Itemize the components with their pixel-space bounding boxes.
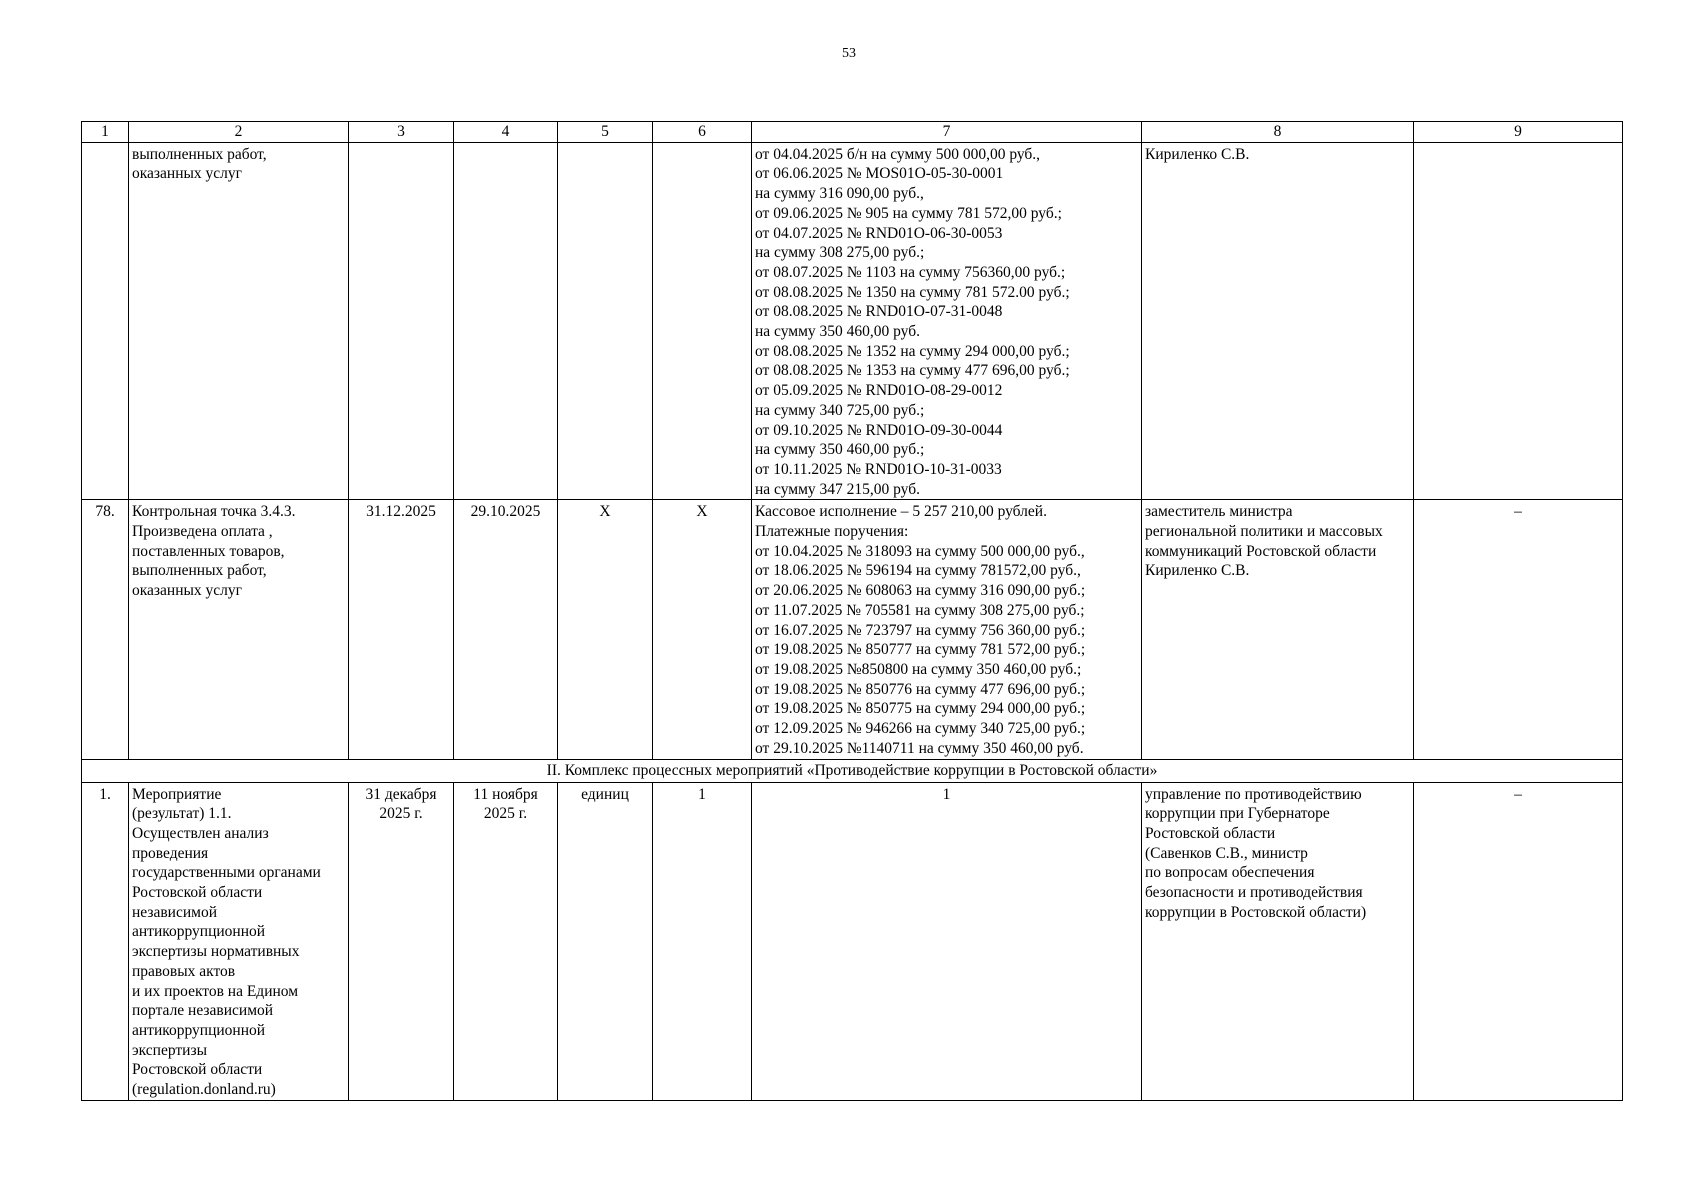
event-name-cell: Контрольная точка 3.4.3. Произведена оплата , поставленных товаров, выполненных работ, оказанных услуг — [129, 500, 349, 759]
actual-date-cell — [454, 142, 558, 500]
unit-cell — [558, 142, 653, 500]
responsible-cell: заместитель министра региональной политики и массовых коммуникаций Ростовской области Кириленко С.В. — [1142, 500, 1414, 759]
event-name-cell: выполненных работ, оказанных услуг — [129, 142, 349, 500]
header-cell: 8 — [1142, 122, 1414, 143]
execution-details-cell: от 04.04.2025 б/н на сумму 500 000,00 руб., от 06.06.2025 № MOS01O-05-30-0001 на сумму 316 090,00 руб., от 09.06.2025 № 905 на сумму 781 572,00 руб.; от 04.07.2025 № RND01O-06-30-0053 на сумму 308 275,00 руб.; от 08.07.2025 № 1103 на сумму 756360,00 руб.; от 08.08.2025 № 1350 на сумму 781 572.00 руб.; от 08.08.2025 № RND01O-07-31-0048 на сумму 350 460,00 руб. от 08.08.2025 № 1352 на сумму 294 000,00 руб.; от 08.08.2025 № 1353 на сумму 477 696,00 руб.; от 05.09.2025 № RND01O-08-29-0012 на сумму 340 725,00 руб.; от 09.10.2025 № RND01O-09-30-0044 на сумму 350 460,00 руб.; от 10.11.2025 № RND01O-10-31-0033 на сумму 347 215,00 руб. — [752, 142, 1142, 500]
notes-cell — [1414, 142, 1623, 500]
section-title: II. Комплекс процессных мероприятий «Противодействие коррупции в Ростовской области» — [82, 759, 1623, 782]
row-number-cell: 1. — [82, 782, 129, 1100]
row-number-cell — [82, 142, 129, 500]
row-number-cell: 78. — [82, 500, 129, 759]
notes-cell: – — [1414, 782, 1623, 1100]
section-row — [82, 759, 1623, 782]
header-cell: 7 — [752, 122, 1142, 143]
header-cell: 5 — [558, 122, 653, 143]
planned-date-cell: 31.12.2025 — [349, 500, 454, 759]
header-cell: 9 — [1414, 122, 1623, 143]
table-row — [82, 782, 1623, 1100]
header-cell: 1 — [82, 122, 129, 143]
column-number-header — [82, 122, 1623, 143]
execution-details-cell: Кассовое исполнение – 5 257 210,00 рублей. Платежные поручения: от 10.04.2025 № 318093 на сумму 500 000,00 руб., от 18.06.2025 № 596194 на сумму 781572,00 руб., от 20.06.2025 № 608063 на сумму 316 090,00 руб.; от 11.07.2025 № 705581 на сумму 308 275,00 руб.; от 16.07.2025 № 723797 на сумму 756 360,00 руб.; от 19.08.2025 № 850777 на сумму 781 572,00 руб.; от 19.08.2025 №850800 на сумму 350 460,00 руб.; от 19.08.2025 № 850776 на сумму 477 696,00 руб.; от 19.08.2025 № 850775 на сумму 294 000,00 руб.; от 12.09.2025 № 946266 на сумму 340 725,00 руб.; от 29.10.2025 №1140711 на сумму 350 460,00 руб. — [752, 500, 1142, 759]
header-cell: 3 — [349, 122, 454, 143]
table-row — [82, 500, 1623, 759]
header-cell: 6 — [653, 122, 752, 143]
notes-cell: – — [1414, 500, 1623, 759]
responsible-cell: Кириленко С.В. — [1142, 142, 1414, 500]
plan-value-cell: X — [653, 500, 752, 759]
page-number: 53 — [842, 46, 856, 61]
planned-date-cell: 31 декабря 2025 г. — [349, 782, 454, 1100]
plan-value-cell: 1 — [653, 782, 752, 1100]
plan-value-cell — [653, 142, 752, 500]
table-row — [82, 142, 1623, 500]
header-cell: 4 — [454, 122, 558, 143]
report-table — [81, 121, 1623, 1101]
header-cell: 2 — [129, 122, 349, 143]
responsible-cell: управление по противодействию коррупции при Губернаторе Ростовской области (Савенков С.В., министр по вопросам обеспечения безопасности и противодействия коррупции в Ростовской области) — [1142, 782, 1414, 1100]
actual-date-cell: 11 ноября 2025 г. — [454, 782, 558, 1100]
unit-cell: X — [558, 500, 653, 759]
planned-date-cell — [349, 142, 454, 500]
actual-date-cell: 29.10.2025 — [454, 500, 558, 759]
event-name-cell: Мероприятие (результат) 1.1. Осуществлен анализ проведения государственными органами Ростовской области независимой антикоррупционной экспертизы нормативных правовых актов и их проектов на Едином портале независимой антикоррупционной экспертизы Ростовской области (regulation.donland.ru) — [129, 782, 349, 1100]
unit-cell: единиц — [558, 782, 653, 1100]
actual-value-cell: 1 — [752, 782, 1142, 1100]
